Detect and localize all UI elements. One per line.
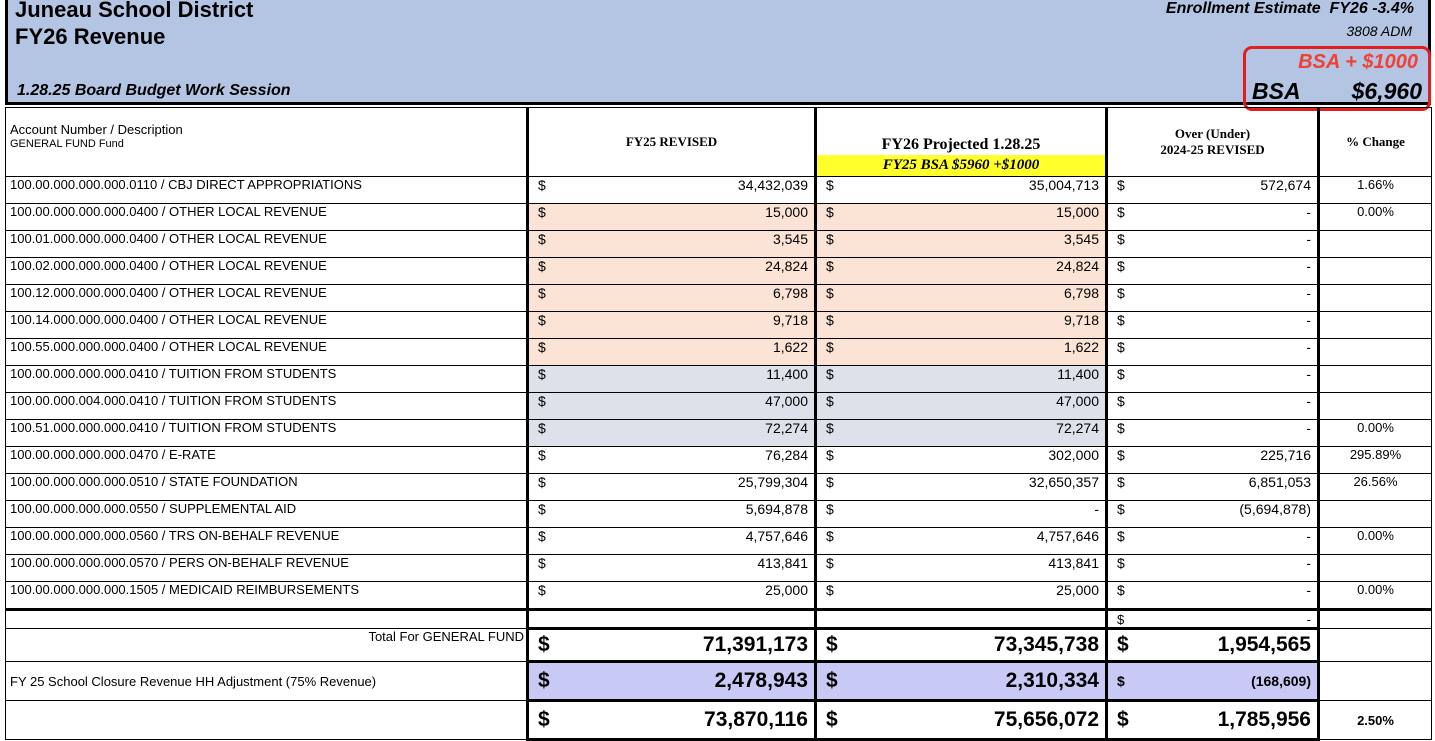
amount: - — [1306, 611, 1311, 627]
amount: 5,694,878 — [745, 501, 808, 517]
currency-symbol: $ — [538, 555, 546, 571]
pct-change-cell — [1319, 285, 1432, 312]
amount: 572,674 — [1260, 177, 1311, 193]
amount: (168,609) — [1251, 673, 1311, 689]
pct-change-cell: 0.00% — [1319, 528, 1432, 555]
currency-symbol: $ — [826, 669, 838, 692]
header-fund-label: GENERAL FUND Fund — [10, 138, 124, 150]
amount: 1,622 — [1063, 339, 1099, 355]
fy26-cell — [816, 231, 1107, 258]
spacer-fy25 — [528, 610, 816, 629]
pct-change-cell: 1.66% — [1319, 177, 1432, 204]
fy25-cell — [528, 420, 816, 447]
currency-symbol: $ — [1117, 474, 1125, 490]
currency-symbol: $ — [826, 177, 834, 193]
amount: 413,841 — [1048, 555, 1099, 571]
amount: 15,000 — [1056, 204, 1099, 220]
account-description: 100.00.000.000.000.0110 / CBJ DIRECT APPROPRIATIONS — [6, 177, 528, 204]
table-row — [6, 285, 1432, 312]
over-under-cell — [1107, 662, 1319, 701]
currency-symbol: $ — [1117, 501, 1125, 517]
currency-symbol: $ — [1117, 366, 1125, 382]
header-fy26 — [816, 108, 1107, 177]
table-row — [6, 339, 1432, 366]
amount: 15,000 — [765, 204, 808, 220]
fy25-cell — [528, 701, 816, 740]
currency-symbol: $ — [826, 258, 834, 274]
fy26-cell — [816, 582, 1107, 610]
amount: 72,274 — [1056, 420, 1099, 436]
currency-symbol: $ — [538, 528, 546, 544]
account-description: 100.00.000.000.000.0560 / TRS ON-BEHALF REVENUE — [6, 528, 528, 555]
amount: 6,798 — [772, 285, 808, 301]
currency-symbol: $ — [1117, 708, 1129, 731]
grand-total-row — [6, 701, 1432, 740]
fy25-cell — [528, 231, 816, 258]
currency-symbol: $ — [538, 231, 546, 247]
currency-symbol: $ — [538, 177, 546, 193]
currency-symbol: $ — [826, 204, 834, 220]
account-description: 100.51.000.000.000.0410 / TUITION FROM STUDENTS — [6, 420, 528, 447]
pct-change-cell — [1319, 231, 1432, 258]
table-row — [6, 258, 1432, 285]
account-description: 100.00.000.000.000.0550 / SUPPLEMENTAL AID — [6, 501, 528, 528]
currency-symbol: $ — [538, 393, 546, 409]
amount: - — [1306, 285, 1311, 301]
pct-change-cell: 0.00% — [1319, 420, 1432, 447]
pct-change-cell: 26.56% — [1319, 474, 1432, 501]
fy25-cell — [528, 177, 816, 204]
amount: 72,274 — [765, 420, 808, 436]
account-description: 100.00.000.000.000.0400 / OTHER LOCAL REVENUE — [6, 204, 528, 231]
account-description: 100.12.000.000.000.0400 / OTHER LOCAL REVENUE — [6, 285, 528, 312]
bsa-value: $6,960 — [1351, 78, 1422, 104]
currency-symbol: $ — [1117, 312, 1125, 328]
revenue-table — [5, 107, 1432, 741]
amount: 73,870,116 — [704, 708, 808, 731]
currency-symbol: $ — [826, 366, 834, 382]
fy26-cell — [816, 393, 1107, 420]
bsa-increase: BSA + $1000 — [1298, 51, 1418, 73]
fy25-cell — [528, 312, 816, 339]
currency-symbol: $ — [826, 231, 834, 247]
over-under-cell — [1107, 474, 1319, 501]
currency-symbol: $ — [826, 312, 834, 328]
header-over-under — [1107, 108, 1319, 177]
amount: 25,799,304 — [737, 474, 808, 490]
currency-symbol: $ — [538, 501, 546, 517]
account-description: 100.00.000.000.000.0410 / TUITION FROM STUDENTS — [6, 366, 528, 393]
fy25-cell — [528, 555, 816, 582]
amount: (5,694,878) — [1239, 501, 1311, 517]
account-description: 100.00.000.000.000.1505 / MEDICAID REIMBURSEMENTS — [6, 582, 528, 610]
enrollment-label: Enrollment Estimate — [1165, 0, 1321, 17]
fy26-cell — [816, 555, 1107, 582]
account-description: 100.00.000.000.000.0570 / PERS ON-BEHALF REVENUE — [6, 555, 528, 582]
amount: 302,000 — [1048, 447, 1099, 463]
over-under-cell — [1107, 366, 1319, 393]
currency-symbol: $ — [826, 393, 834, 409]
amount: 11,400 — [1057, 366, 1099, 382]
fy25-cell — [528, 339, 816, 366]
currency-symbol: $ — [1117, 582, 1125, 598]
currency-symbol: $ — [538, 447, 546, 463]
fy26-cell — [816, 285, 1107, 312]
fy26-cell — [816, 474, 1107, 501]
fy26-cell — [816, 339, 1107, 366]
currency-symbol: $ — [826, 447, 834, 463]
currency-symbol: $ — [538, 339, 546, 355]
enrollment-estimate — [1166, 0, 1414, 18]
amount: - — [1094, 501, 1099, 517]
over-under-cell — [1107, 420, 1319, 447]
currency-symbol: $ — [1117, 420, 1125, 436]
currency-symbol: $ — [1117, 555, 1125, 571]
header-over-line2: 2024-25 REVISED — [1160, 142, 1265, 157]
header-fy25: FY25 REVISED — [528, 108, 816, 177]
currency-symbol: $ — [538, 312, 546, 328]
header-fy26-label: FY26 Projected 1.28.25 — [881, 136, 1041, 153]
currency-symbol: $ — [826, 339, 834, 355]
account-description: 100.00.000.000.000.0510 / STATE FOUNDATION — [6, 474, 528, 501]
header-desc-label: Account Number / Description — [10, 122, 183, 137]
fy25-cell — [528, 204, 816, 231]
currency-symbol: $ — [1117, 339, 1125, 355]
amount: - — [1306, 258, 1311, 274]
closure-row — [6, 662, 1432, 701]
over-under-cell — [1107, 231, 1319, 258]
currency-symbol: $ — [538, 204, 546, 220]
amount: - — [1306, 204, 1311, 220]
table-row — [6, 231, 1432, 258]
bsa-callout — [1243, 46, 1431, 111]
amount: 9,718 — [772, 312, 808, 328]
report-title: FY26 Revenue — [15, 24, 166, 49]
amount: 71,391,173 — [702, 633, 808, 656]
amount: - — [1306, 312, 1311, 328]
amount: 35,004,713 — [1028, 177, 1099, 193]
fy26-cell — [816, 204, 1107, 231]
over-under-cell — [1107, 582, 1319, 610]
header-over-line1: Over (Under) — [1174, 126, 1251, 141]
currency-symbol: $ — [538, 633, 550, 656]
amount: 75,656,072 — [993, 708, 1099, 731]
fy25-cell — [528, 393, 816, 420]
fy26-cell — [816, 177, 1107, 204]
over-under-cell — [1107, 177, 1319, 204]
grand-total-row-label — [6, 701, 528, 740]
currency-symbol: $ — [826, 285, 834, 301]
amount: 2,310,334 — [1005, 669, 1099, 692]
fy25-cell — [528, 629, 816, 662]
pct-change-cell — [1319, 501, 1432, 528]
over-under-cell — [1107, 501, 1319, 528]
table-row — [6, 528, 1432, 555]
amount: - — [1306, 366, 1311, 382]
pct-change-cell: 295.89% — [1319, 447, 1432, 474]
currency-symbol: $ — [1117, 673, 1125, 689]
amount: 24,824 — [1056, 258, 1099, 274]
amount: 34,432,039 — [737, 177, 808, 193]
fy26-cell — [816, 501, 1107, 528]
pct-change-cell — [1319, 662, 1432, 701]
currency-symbol: $ — [538, 669, 550, 692]
spacer-desc — [6, 610, 528, 629]
over-under-cell — [1107, 339, 1319, 366]
amount: 24,824 — [765, 258, 808, 274]
pct-change-cell — [1319, 629, 1432, 662]
amount: - — [1306, 339, 1311, 355]
account-description: 100.00.000.004.000.0410 / TUITION FROM STUDENTS — [6, 393, 528, 420]
currency-symbol: $ — [538, 258, 546, 274]
amount: 1,785,956 — [1217, 708, 1311, 731]
amount: - — [1306, 231, 1311, 247]
fy25-cell — [528, 366, 816, 393]
currency-symbol: $ — [538, 474, 546, 490]
amount: - — [1306, 582, 1311, 598]
bsa-label: BSA — [1252, 78, 1301, 104]
total-row — [6, 629, 1432, 662]
amount: 73,345,738 — [993, 633, 1099, 656]
currency-symbol: $ — [826, 708, 838, 731]
account-description: 100.14.000.000.000.0400 / OTHER LOCAL REVENUE — [6, 312, 528, 339]
amount: 6,851,053 — [1248, 474, 1311, 490]
table-row — [6, 447, 1432, 474]
fy25-cell — [528, 285, 816, 312]
fy26-cell — [816, 701, 1107, 740]
district-title: Juneau School District — [15, 0, 254, 22]
amount: 2,478,943 — [714, 669, 808, 692]
amount: - — [1306, 420, 1311, 436]
currency-symbol: $ — [1117, 611, 1125, 627]
fy25-cell — [528, 447, 816, 474]
header-fy26-note: FY25 BSA $5960 +$1000 — [817, 155, 1105, 176]
spacer-over-under — [1107, 610, 1319, 629]
table-row — [6, 555, 1432, 582]
total-row-label: Total For GENERAL FUND — [6, 629, 528, 662]
currency-symbol: $ — [1117, 447, 1125, 463]
pct-change-cell — [1319, 393, 1432, 420]
pct-change-cell: 0.00% — [1319, 204, 1432, 231]
session-label: 1.28.25 Board Budget Work Session — [17, 82, 291, 99]
amount: 6,798 — [1063, 285, 1099, 301]
currency-symbol: $ — [826, 474, 834, 490]
amount: 25,000 — [765, 582, 808, 598]
amount: 413,841 — [757, 555, 808, 571]
amount: 9,718 — [1063, 312, 1099, 328]
currency-symbol: $ — [826, 555, 834, 571]
currency-symbol: $ — [1117, 633, 1129, 656]
amount: 25,000 — [1056, 582, 1099, 598]
fy26-cell — [816, 366, 1107, 393]
account-description: 100.55.000.000.000.0400 / OTHER LOCAL REVENUE — [6, 339, 528, 366]
amount: 47,000 — [1056, 393, 1099, 409]
table-row — [6, 393, 1432, 420]
currency-symbol: $ — [826, 582, 834, 598]
table-row — [6, 177, 1432, 204]
fy26-cell — [816, 312, 1107, 339]
over-under-cell — [1107, 629, 1319, 662]
pct-change-cell — [1319, 555, 1432, 582]
table-row — [6, 204, 1432, 231]
spacer-pct — [1319, 610, 1432, 629]
currency-symbol: $ — [1117, 204, 1125, 220]
over-under-cell — [1107, 555, 1319, 582]
amount: 76,284 — [765, 447, 808, 463]
pct-change-cell: 0.00% — [1319, 582, 1432, 610]
table-row — [6, 474, 1432, 501]
fy25-cell — [528, 474, 816, 501]
pct-change-cell — [1319, 366, 1432, 393]
enrollment-value: FY26 -3.4% — [1329, 0, 1414, 17]
over-under-cell — [1107, 528, 1319, 555]
closure-row-label: FY 25 School Closure Revenue HH Adjustment (75% Revenue) — [6, 662, 528, 701]
pct-change-cell — [1319, 339, 1432, 366]
pct-change-cell — [1319, 258, 1432, 285]
over-under-cell — [1107, 258, 1319, 285]
over-under-cell — [1107, 285, 1319, 312]
spacer-row — [6, 610, 1432, 629]
table-row — [6, 501, 1432, 528]
fy26-cell — [816, 258, 1107, 285]
currency-symbol: $ — [1117, 177, 1125, 193]
currency-symbol: $ — [1117, 285, 1125, 301]
fy25-cell — [528, 662, 816, 701]
amount: - — [1306, 393, 1311, 409]
fy25-cell — [528, 258, 816, 285]
pct-change-cell — [1319, 312, 1432, 339]
fy26-cell — [816, 447, 1107, 474]
fy26-cell — [816, 662, 1107, 701]
currency-symbol: $ — [1117, 528, 1125, 544]
account-description: 100.01.000.000.000.0400 / OTHER LOCAL REVENUE — [6, 231, 528, 258]
pct-change-cell: 2.50% — [1319, 701, 1432, 740]
currency-symbol: $ — [826, 501, 834, 517]
amount: 3,545 — [1063, 231, 1099, 247]
table-row — [6, 420, 1432, 447]
currency-symbol: $ — [538, 420, 546, 436]
adm-count: 3808 ADM — [1346, 23, 1412, 39]
report-header — [5, 0, 1431, 105]
table-row — [6, 366, 1432, 393]
amount: 4,757,646 — [745, 528, 808, 544]
amount: 11,400 — [766, 366, 808, 382]
currency-symbol: $ — [538, 582, 546, 598]
fy26-cell — [816, 420, 1107, 447]
header-description — [6, 108, 528, 177]
currency-symbol: $ — [826, 420, 834, 436]
fy26-cell — [816, 528, 1107, 555]
currency-symbol: $ — [826, 528, 834, 544]
amount: 1,622 — [772, 339, 808, 355]
fy26-cell — [816, 629, 1107, 662]
currency-symbol: $ — [538, 366, 546, 382]
currency-symbol: $ — [826, 633, 838, 656]
amount: 47,000 — [765, 393, 808, 409]
column-header-row — [6, 108, 1432, 177]
over-under-cell — [1107, 447, 1319, 474]
currency-symbol: $ — [1117, 231, 1125, 247]
account-description: 100.00.000.000.000.0470 / E-RATE — [6, 447, 528, 474]
fy25-cell — [528, 528, 816, 555]
header-pct-change: % Change — [1319, 108, 1432, 177]
amount: 225,716 — [1260, 447, 1311, 463]
over-under-cell — [1107, 701, 1319, 740]
over-under-cell — [1107, 204, 1319, 231]
amount: 1,954,565 — [1217, 633, 1311, 656]
table-row — [6, 582, 1432, 610]
currency-symbol: $ — [1117, 393, 1125, 409]
account-description: 100.02.000.000.000.0400 / OTHER LOCAL REVENUE — [6, 258, 528, 285]
amount: 32,650,357 — [1028, 474, 1099, 490]
currency-symbol: $ — [538, 285, 546, 301]
fy25-cell — [528, 582, 816, 610]
amount: - — [1306, 528, 1311, 544]
currency-symbol: $ — [538, 708, 550, 731]
fy25-cell — [528, 501, 816, 528]
amount: - — [1306, 555, 1311, 571]
over-under-cell — [1107, 393, 1319, 420]
currency-symbol: $ — [1117, 258, 1125, 274]
spacer-fy26 — [816, 610, 1107, 629]
table-row — [6, 312, 1432, 339]
amount: 3,545 — [772, 231, 808, 247]
amount: 4,757,646 — [1036, 528, 1099, 544]
over-under-cell — [1107, 312, 1319, 339]
